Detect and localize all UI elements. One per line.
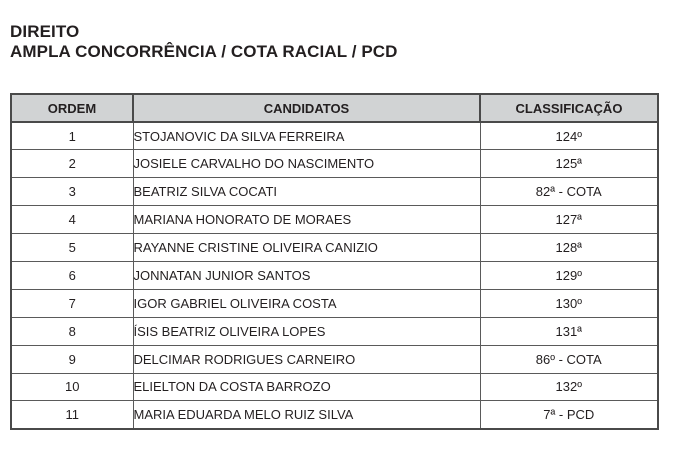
table-row <box>11 261 658 289</box>
results-table <box>10 93 659 430</box>
cell-classification: 7ª - PCD <box>480 401 658 429</box>
cell-candidate: ÍSIS BEATRIZ OLIVEIRA LOPES <box>133 317 480 345</box>
cell-order: 9 <box>11 345 133 373</box>
cell-classification: 125ª <box>480 150 658 178</box>
cell-candidate: RAYANNE CRISTINE OLIVEIRA CANIZIO <box>133 234 480 262</box>
table-row <box>11 122 658 150</box>
cell-candidate: ELIELTON DA COSTA BARROZO <box>133 373 480 401</box>
cell-candidate: MARIA EDUARDA MELO RUIZ SILVA <box>133 401 480 429</box>
cell-order: 6 <box>11 261 133 289</box>
page-heading <box>10 22 398 62</box>
table-row <box>11 317 658 345</box>
heading-course: DIREITO <box>10 22 80 41</box>
cell-order: 1 <box>11 122 133 150</box>
cell-classification: 131ª <box>480 317 658 345</box>
cell-order: 11 <box>11 401 133 429</box>
table-row <box>11 234 658 262</box>
table-row <box>11 206 658 234</box>
cell-candidate: STOJANOVIC DA SILVA FERREIRA <box>133 122 480 150</box>
cell-candidate: DELCIMAR RODRIGUES CARNEIRO <box>133 345 480 373</box>
cell-order: 2 <box>11 150 133 178</box>
table-row <box>11 150 658 178</box>
cell-candidate: MARIANA HONORATO DE MORAES <box>133 206 480 234</box>
cell-order: 3 <box>11 178 133 206</box>
table-row <box>11 289 658 317</box>
header-classification: CLASSIFICAÇÃO <box>480 94 658 122</box>
cell-classification: 129º <box>480 261 658 289</box>
cell-classification: 124º <box>480 122 658 150</box>
cell-order: 8 <box>11 317 133 345</box>
cell-order: 5 <box>11 234 133 262</box>
cell-order: 4 <box>11 206 133 234</box>
cell-classification: 128ª <box>480 234 658 262</box>
cell-classification: 82ª - COTA <box>480 178 658 206</box>
cell-classification: 130º <box>480 289 658 317</box>
cell-order: 10 <box>11 373 133 401</box>
cell-classification: 86º - COTA <box>480 345 658 373</box>
heading-category: AMPLA CONCORRÊNCIA / COTA RACIAL / PCD <box>10 42 398 61</box>
table-row <box>11 401 658 429</box>
cell-classification: 127ª <box>480 206 658 234</box>
table-row <box>11 178 658 206</box>
cell-candidate: JOSIELE CARVALHO DO NASCIMENTO <box>133 150 480 178</box>
table-header-row <box>11 94 658 122</box>
cell-classification: 132º <box>480 373 658 401</box>
cell-order: 7 <box>11 289 133 317</box>
cell-candidate: JONNATAN JUNIOR SANTOS <box>133 261 480 289</box>
table-row <box>11 373 658 401</box>
cell-candidate: BEATRIZ SILVA COCATI <box>133 178 480 206</box>
cell-candidate: IGOR GABRIEL OLIVEIRA COSTA <box>133 289 480 317</box>
table-row <box>11 345 658 373</box>
header-candidates: CANDIDATOS <box>133 94 480 122</box>
header-order: ORDEM <box>11 94 133 122</box>
